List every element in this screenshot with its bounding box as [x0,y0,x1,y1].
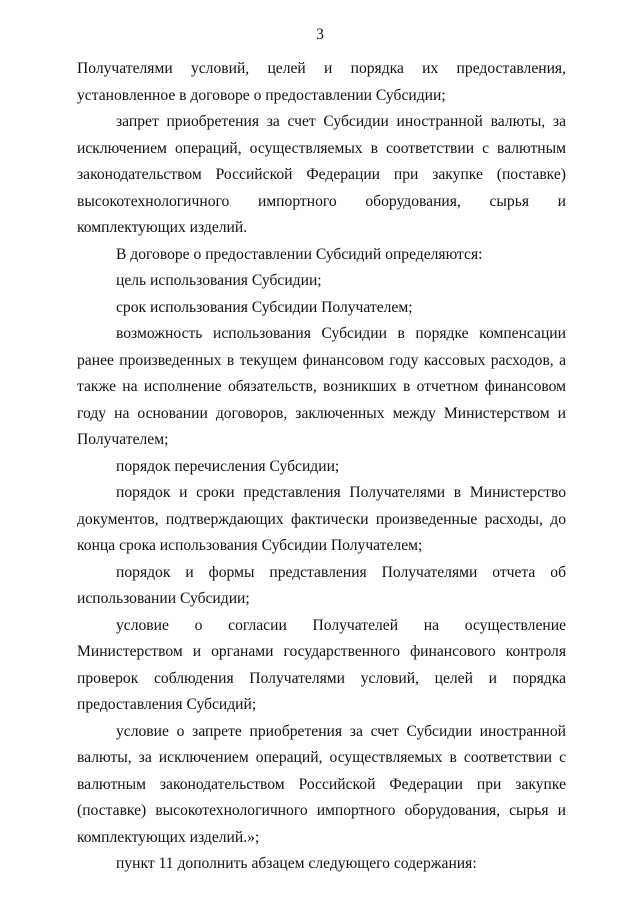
paragraph-5: срок использования Субсидии Получателем; [116,298,413,316]
paragraph-8: порядок и сроки представления Получателями в Министерство документов, подтверждающих фактически произведенные расходы, до конца срока использования Субсидии Получателем; [77,484,566,554]
paragraph-6: возможность использования Субсидии в порядке компенсации ранее произведенных в текущем финансовом году кассовых расходов, а также на исполнение обязательств, возникших в отчетном финансовом году на основании договоров, заключенных между Министерством и Получателем; [77,325,566,448]
paragraph-9: порядок и формы представления Получателями отчета об использовании Субсидии; [77,563,566,607]
paragraph-7: порядок перечисления Субсидии; [116,457,340,475]
paragraph-10: условие о согласии Получателей на осуществление Министерством и органами государственного финансового контроля проверок соблюдения Получателями условий, целей и порядка предоставления Субсидий; [77,616,566,713]
paragraph-2: запрет приобретения за счет Субсидии иностранной валюты, за исключением операций, осуществляемых в соответствии с валютным законодательством Российской Федерации при закупке (поставке) высокотехнологичного импортного оборудования, сырья и комплектующих изделий. [77,113,566,236]
paragraph-11: условие о запрете приобретения за счет Субсидии иностранной валюты, за исключением операций, осуществляемых в соответствии с валютным законодательством Российской Федерации при закупке (поставке) высокотехнологичного импортного оборудования, сырья и комплектующих изделий.»; [77,722,566,846]
page-number: 3 [316,26,324,43]
paragraph-4: цель использования Субсидии; [116,272,322,289]
paragraph-1: Получателями условий, целей и порядка их предоставления, установленное в договоре о предоставлении Субсидии; [77,60,566,104]
paragraph-12: пункт 11 дополнить абзацем следующего содержания: [116,855,477,872]
paragraph-3: В договоре о предоставлении Субсидий определяются: [116,245,483,263]
document-body [77,56,566,878]
